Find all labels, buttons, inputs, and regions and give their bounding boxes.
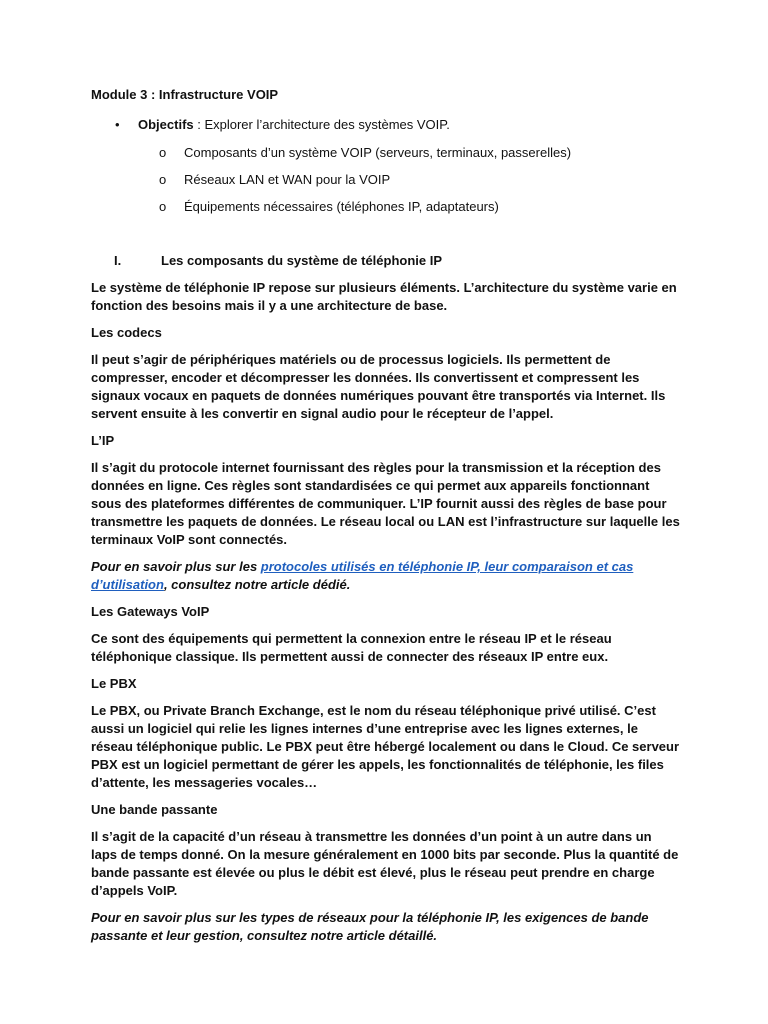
sub-list-item: [91, 144, 681, 162]
document-content: [91, 86, 681, 954]
objectives-item: [91, 116, 681, 134]
ip-heading: L’IP: [91, 433, 115, 448]
pbx-paragraph: Le PBX, ou Private Branch Exchange, est le nom du réseau téléphonique privé utilisé. C’est aussi un logiciel qui relie les lignes internes d’une entreprise avec les lignes externes, le réseau téléphonique public. Le PBX peut être hébergé localement ou dans le Cloud. Ce serveur PBX est un logiciel permettant de gérer les appels, les fonctionnalités de téléphonie, les files d’attente, les messageries vocales…: [91, 703, 680, 790]
note-prefix: Pour en savoir plus sur les: [91, 559, 261, 574]
gateways-heading: Les Gateways VoIP: [91, 604, 210, 619]
bandwidth-heading: Une bande passante: [91, 802, 218, 817]
gateways-paragraph: Ce sont des équipements qui permettent la connexion entre le réseau IP et le réseau téléphonique classique. Ils permettent aussi de connecter des réseaux IP entre eux.: [91, 631, 612, 664]
pbx-heading: Le PBX: [91, 676, 137, 691]
sub-list-item: [91, 171, 681, 189]
circle-bullet-icon: o: [159, 145, 167, 160]
circle-bullet-icon: o: [159, 172, 167, 187]
bullet-icon: •: [115, 117, 120, 132]
ip-paragraph: Il s’agit du protocole internet fournissant des règles pour la transmission et la réception des données en ligne. Ces règles sont standardisées ce qui permet aux appareils fonctionnant sous des plateformes différentes de communiquer. L’IP fournit aussi des règles de base pour transmettre les paquets de données. Le réseau local ou LAN est l’infrastructure sur laquelle les terminaux VoIP sont connectés.: [91, 460, 680, 547]
codecs-paragraph: Il peut s’agir de périphériques matériels ou de processus logiciels. Ils permettent de compresser, encoder et décompresser les données. Ils convertissent et compressent les signaux vocaux en paquets de données numériques pouvant être transportés via Internet. Ils servent ensuite à les convertir en signal audio pour le récepteur de l’appel.: [91, 352, 666, 421]
circle-bullet-icon: o: [159, 199, 167, 214]
objectives-sub-list: [91, 144, 681, 216]
intro-paragraph: Le système de téléphonie IP repose sur plusieurs éléments. L’architecture du système varie en fonction des besoins mais il y a une architecture de base.: [91, 280, 677, 313]
section-title: Les composants du système de téléphonie IP: [161, 253, 443, 268]
protocols-article-link[interactable]: protocoles utilisés en téléphonie IP, leur comparaison et cas d’utilisation: [91, 559, 634, 592]
sub-item-text: Réseaux LAN et WAN pour la VOIP: [184, 172, 391, 187]
note-suffix: , consultez notre article dédié.: [163, 577, 351, 592]
module-title: Module 3 : Infrastructure VOIP: [91, 87, 279, 102]
objectives-text: : Explorer l’architecture des systèmes VOIP.: [193, 117, 450, 132]
section-heading: [91, 252, 681, 270]
sub-item-text: Composants d’un système VOIP (serveurs, terminaux, passerelles): [184, 145, 572, 160]
objectives-label: Objectifs: [138, 117, 194, 132]
bandwidth-note: Pour en savoir plus sur les types de réseaux pour la téléphonie IP, les exigences de bande passante et leur gestion, consultez notre article détaillé.: [91, 910, 649, 943]
sub-list-item: [91, 198, 681, 216]
bandwidth-paragraph: Il s’agit de la capacité d’un réseau à transmettre les données d’un point à un autre dans un laps de temps donné. On la mesure généralement en 1000 bits par seconde. Plus la quantité de bande passante est élevée ou plus le débit est élevé, plus le réseau peut prendre en charge d’appels VoIP.: [91, 829, 679, 898]
codecs-heading: Les codecs: [91, 325, 162, 340]
section-number: I.: [114, 253, 122, 268]
protocols-note: [91, 558, 681, 594]
sub-item-text: Équipements nécessaires (téléphones IP, adaptateurs): [184, 199, 499, 214]
